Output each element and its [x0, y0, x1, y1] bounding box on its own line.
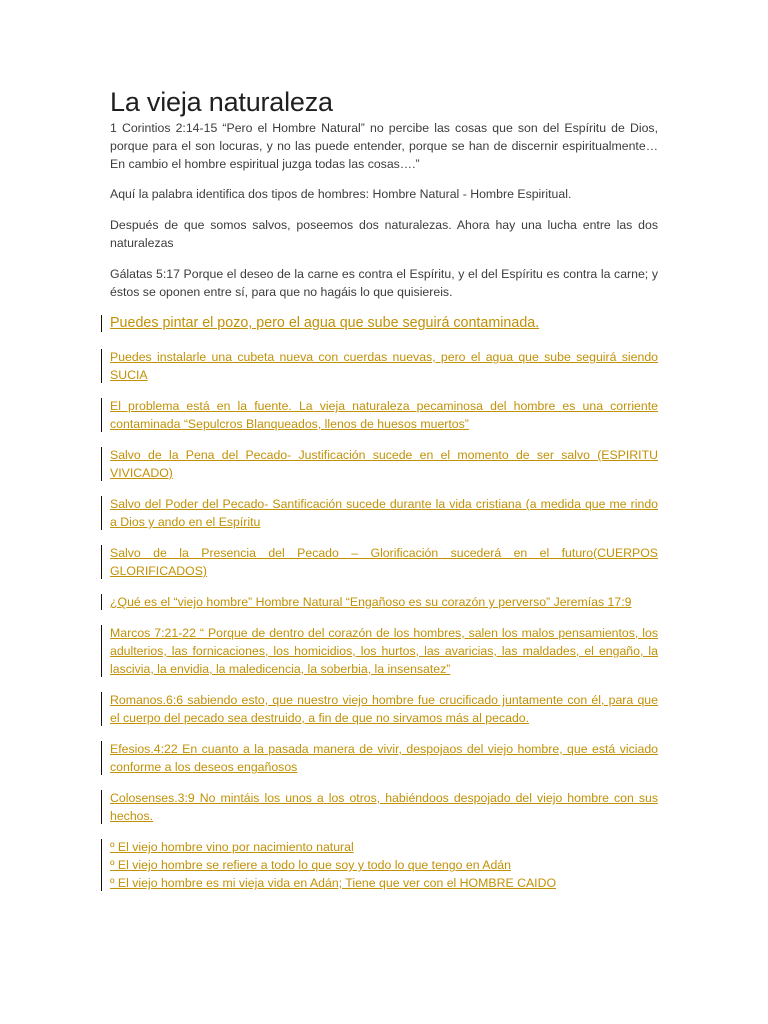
paragraph-galatas: Gálatas 5:17 Porque el deseo de la carne es contra el Espíritu, y el del Espíritu es contra la carne; y éstos se oponen entre sí, para que no hagáis lo que quisiereis. [110, 267, 658, 299]
change-bar [101, 315, 102, 332]
link-block-efesios [110, 740, 658, 776]
change-bar [101, 741, 102, 775]
link-block-romanos [110, 691, 658, 727]
change-bar [101, 398, 102, 432]
change-bar [101, 349, 102, 383]
link-fuente[interactable]: El problema está en la fuente. La vieja naturaleza pecaminosa del hombre es una corriente contaminada “Sepulcros Blanqueados, llenos de huesos muertos” [110, 399, 658, 431]
link-santificacion[interactable]: Salvo del Poder del Pecado- Santificación sucede durante la vida cristiana (a medida que me rindo a Dios y ando en el Espíritu [110, 497, 658, 529]
change-bar [101, 790, 102, 824]
link-block-viejo-hombre [110, 593, 658, 611]
link-justificacion[interactable]: Salvo de la Pena del Pecado- Justificación sucede en el momento de ser salvo (ESPIRITU VIVICADO) [110, 448, 658, 480]
link-block-glorificacion [110, 544, 658, 580]
link-romanos[interactable]: Romanos.6:6 sabiendo esto, que nuestro viejo hombre fue crucificado juntamente con él, para que el cuerpo del pecado sea destruido, a fin de que no sirvamos más al pecado. [110, 693, 658, 725]
link-glorificacion[interactable]: Salvo de la Presencia del Pecado – Glorificación sucederá en el futuro(CUERPOS GLORIFICADOS) [110, 546, 658, 578]
link-block-santificacion [110, 495, 658, 531]
link-block-colosenses [110, 789, 658, 825]
change-bar [101, 594, 102, 610]
link-block-justificacion [110, 446, 658, 482]
bullet-item-hombre-caido[interactable]: º El viejo hombre es mi vieja vida en Adán; Tiene que ver con el HOMBRE CAIDO [110, 876, 557, 890]
link-cubeta[interactable]: Puedes instalarle una cubeta nueva con cuerdas nuevas, pero el agua que sube seguirá siendo SUCIA [110, 350, 658, 382]
link-block-fuente [110, 397, 658, 433]
link-marcos[interactable]: Marcos 7:21-22 “ Porque de dentro del corazón de los hombres, salen los malos pensamientos, los adulterios, las fornicaciones, los homicidios, los hurtos, las avaricias, las maldades, el engaño, la lascivia, la envidia, la maledicencia, la soberbia, la insensatez” [110, 626, 658, 676]
link-colosenses[interactable]: Colosenses.3:9 No mintáis los unos a los otros, habiéndoos despojado del viejo hombre con sus hechos. [110, 791, 658, 823]
change-bar [101, 625, 102, 677]
change-bar [101, 839, 102, 891]
bullet-item-nacimiento[interactable]: º El viejo hombre vino por nacimiento natural [110, 840, 354, 854]
change-bar [101, 496, 102, 530]
link-efesios[interactable]: Efesios.4:22 En cuanto a la pasada manera de vivir, despojaos del viejo hombre, que está viciado conforme a los deseos engañosos [110, 742, 658, 774]
change-bar [101, 692, 102, 726]
change-bar [101, 447, 102, 481]
link-block-cubeta [110, 348, 658, 384]
change-bar [101, 545, 102, 579]
link-block-pozo [110, 314, 658, 333]
paragraph-corintios: 1 Corintios 2:14-15 “Pero el Hombre Natural” no percibe las cosas que son del Espíritu de Dios, porque para el son locuras, y no las puede entender, porque se han de discernir espiritualmente… En cambio el hombre espiritual juzga todas las cosas….” [110, 121, 658, 171]
document-title: La vieja naturaleza [110, 87, 333, 117]
link-block-marcos [110, 624, 658, 678]
bullet-list [110, 838, 658, 892]
document-content [110, 86, 658, 892]
paragraph-tipos-de-hombres: Aquí la palabra identifica dos tipos de hombres: Hombre Natural - Hombre Espiritual. [110, 187, 572, 201]
link-pozo[interactable]: Puedes pintar el pozo, pero el agua que sube seguirá contaminada. [110, 315, 540, 331]
link-viejo-hombre[interactable]: ¿Qué es el “viejo hombre” Hombre Natural “Engañoso es su corazón y perverso” Jeremías 17:9 [110, 595, 632, 609]
paragraph-dos-naturalezas: Después de que somos salvos, poseemos dos naturalezas. Ahora hay una lucha entre las dos naturalezas [110, 218, 658, 250]
bullet-item-adan[interactable]: º El viejo hombre se refiere a todo lo que soy y todo lo que tengo en Adán [110, 858, 511, 872]
